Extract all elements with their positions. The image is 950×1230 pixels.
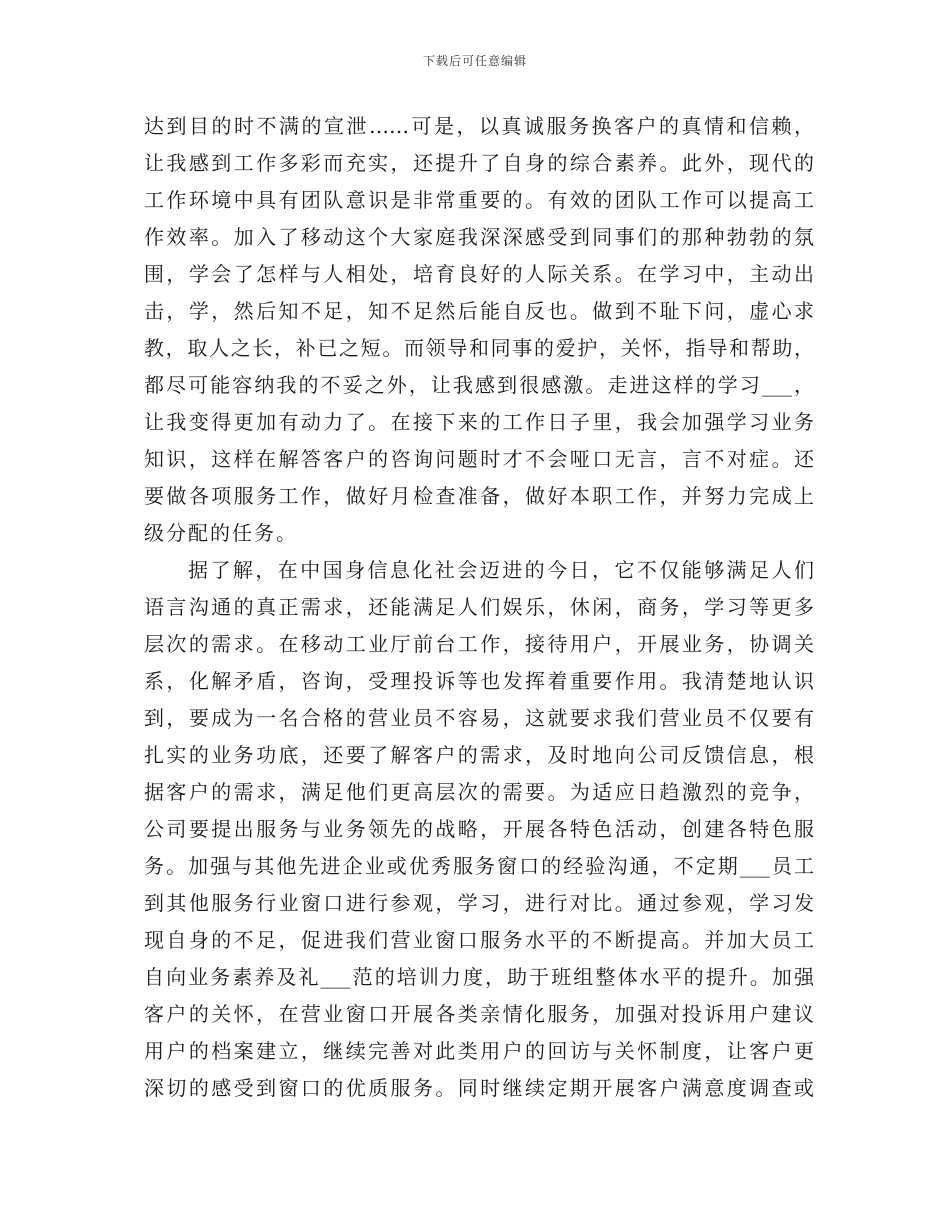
text-line: 到其他服务行业窗口进行参观，学习，进行对比。通过参观，学习发 xyxy=(144,891,814,915)
text-line: 现自身的不足，促进我们营业窗口服务水平的不断提高。并加大员工 xyxy=(144,928,814,952)
text-line: 教，取人之长，补已之短。而领导和同事的爱护，关怀，指导和帮助， xyxy=(144,336,814,360)
text-line: 层次的需求。在移动工业厅前台工作，接待用户，开展业务，协调关 xyxy=(144,632,814,656)
text-line: 自向业务素养及礼___范的培训力度，助于班组整体水平的提升。加强 xyxy=(144,965,814,989)
text-line: 公司要提出服务与业务领先的战略，开展各特色活动，创建各特色服 xyxy=(144,817,814,841)
text-line: 到，要成为一名合格的营业员不容易，这就要求我们营业员不仅要有 xyxy=(144,706,814,730)
text-line: 要做各项服务工作，做好月检查准备，做好本职工作，并努力完成上 xyxy=(144,484,814,508)
text-line: 语言沟通的真正需求，还能满足人们娱乐，休闲，商务，学习等更多 xyxy=(144,595,814,619)
text-line: 让我变得更加有动力了。在接下来的工作日子里，我会加强学习业务 xyxy=(144,410,814,434)
text-line: 系，化解矛盾，咨询，受理投诉等也发挥着重要作用。我清楚地认识 xyxy=(144,669,814,693)
text-line: 知识，这样在解答客户的咨询问题时才不会哑口无言，言不对症。还 xyxy=(144,447,814,471)
text-line: 据客户的需求，满足他们更高层次的需要。为适应日趋激烈的竞争， xyxy=(144,780,814,804)
page-header: 下载后可任意编辑 xyxy=(422,54,527,68)
text-line: 都尽可能容纳我的不妥之外，让我感到很感激。走进这样的学习___， xyxy=(144,373,814,397)
text-line: 客户的关怀，在营业窗口开展各类亲情化服务，加强对投诉用户建议 xyxy=(144,1002,814,1026)
text-line: 扎实的业务功底，还要了解客户的需求，及时地向公司反馈信息，根 xyxy=(144,743,814,767)
text-line: 深切的感受到窗口的优质服务。同时继续定期开展客户满意度调查或 xyxy=(144,1076,814,1100)
text-line: 达到目的时不满的宣泄……可是，以真诚服务换客户的真情和信赖， xyxy=(144,114,814,138)
text-line: 务。加强与其他先进企业或优秀服务窗口的经验沟通，不定期___员工 xyxy=(144,854,814,878)
document-body xyxy=(144,108,814,1107)
text-line: 围，学会了怎样与人相处，培育良好的人际关系。在学习中，主动出 xyxy=(144,262,814,286)
text-line: 让我感到工作多彩而充实，还提升了自身的综合素养。此外，现代的 xyxy=(144,151,814,175)
text-line: 级分配的任务。 xyxy=(144,521,298,545)
text-line: 用户的档案建立，继续完善对此类用户的回访与关怀制度，让客户更 xyxy=(144,1039,814,1063)
text-line: 工作环境中具有团队意识是非常重要的。有效的团队工作可以提高工 xyxy=(144,188,814,212)
text-line: 击，学，然后知不足，知不足然后能自反也。做到不耻下问，虚心求 xyxy=(144,299,814,323)
text-line: 作效率。加入了移动这个大家庭我深深感受到同事们的那种勃勃的氛 xyxy=(144,225,814,249)
paragraph-2 xyxy=(144,552,814,1107)
paragraph-1 xyxy=(144,108,814,552)
text-line: 据了解，在中国身信息化社会迈进的今日，它不仅能够满足人们 xyxy=(188,558,814,582)
